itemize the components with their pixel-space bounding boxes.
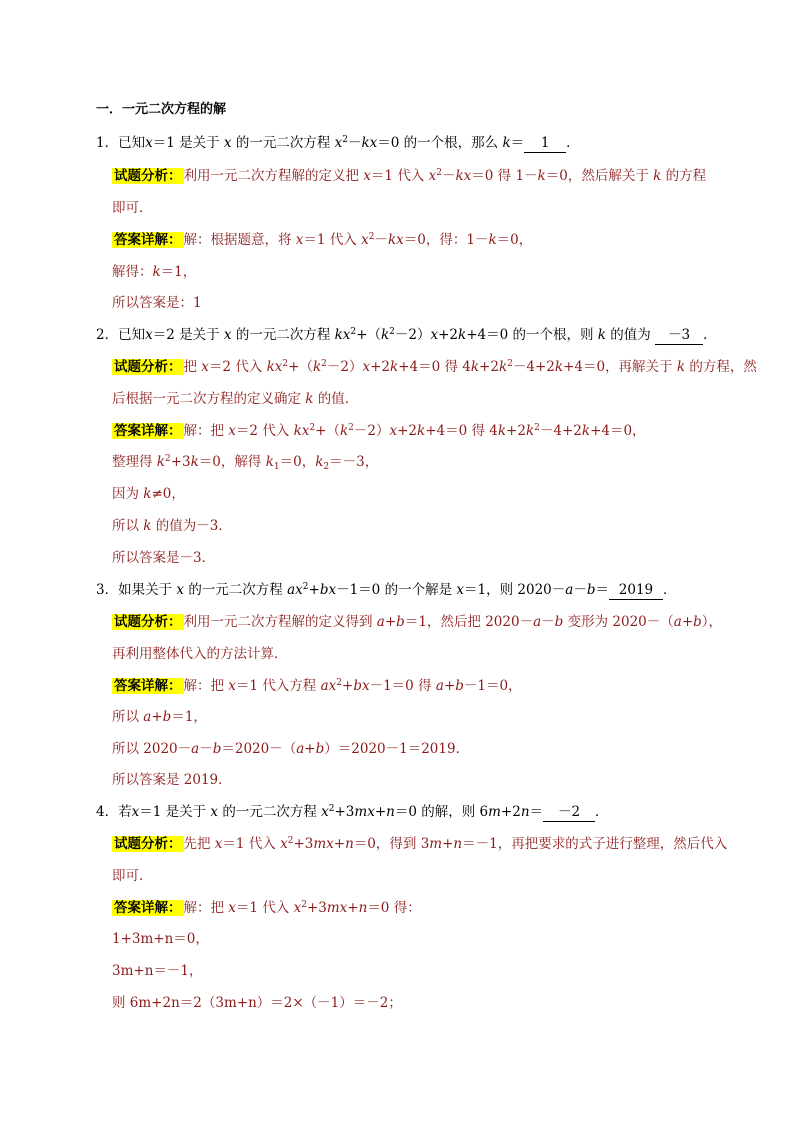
question-1-detail: 答案详解： 解：根据题意，将 x＝1 代入 $x^2-kx=0$，得：1－k＝0， — [114, 232, 533, 248]
question-1-stem: 1．已知x＝1 是关于 x 的一元二次方程 $x^2-kx=0$ 的一个根，那么 k＝ 1 ． — [96, 135, 580, 151]
question-4-analysis: 试题分析： 先把 x＝1 代入 $x^2+3mx+n=0$，得到 3m+n＝－1，再把要求的式子进行整理，然后代入 — [114, 836, 728, 852]
question-4-detail: 答案详解： 解：把 x＝1 代入 $x^2+3mx+n=0$ 得： — [114, 900, 421, 916]
question-1-analysis-cont: 即可． — [112, 200, 153, 216]
question-3-analysis: 试题分析： 利用一元二次方程解的定义得到 a+b＝1，然后把 2020－a－b 变形为 2020－（a+b）， — [114, 614, 723, 630]
question-2-detail: 答案详解： 解：把 x＝2 代入 $kx^2+(k^2-2)x+2k+4=0$ 得 $4k+2k^2-4+2k+4=0$， — [114, 423, 646, 439]
answer-label: 答案详解： — [114, 423, 182, 439]
analysis-label: 试题分析： — [114, 168, 182, 184]
question-4-detail-line-2: 1+3m+n＝0， — [112, 931, 209, 947]
question-2-detail-line-2: 整理得 $k^2+3k=0$，解得 $k_1=0$，$k_2=-3$， — [112, 454, 379, 472]
question-2-analysis: 试题分析： 把 x＝2 代入 $kx^2+(k^2-2)x+2k+4=0$ 得 $4k+2k^2-4+2k+4=0$，再解关于 k 的方程，然 — [114, 359, 757, 375]
analysis-label: 试题分析： — [114, 359, 182, 375]
question-4-answer-blank: －2 — [543, 803, 595, 822]
analysis-label: 试题分析： — [114, 836, 182, 852]
question-3-stem: 3．如果关于 x 的一元二次方程 $ax^2+bx-1=0$ 的一个解是 x＝1，则 2020－a－b＝ 2019 ． — [96, 582, 677, 598]
question-1-detail-line-2: 解得：k＝1， — [112, 264, 197, 280]
question-3-detail-line-3: 所以 2020－a－b＝2020－（a+b）＝2020－1＝2019． — [112, 741, 470, 757]
section-title: 一．一元二次方程的解 — [96, 102, 227, 117]
question-2-analysis-cont: 后根据一元二次方程的定义确定 k 的值． — [112, 391, 359, 407]
question-4-stem: 4．若x＝1 是关于 x 的一元二次方程 $x^2+3mx+n=0$ 的解，则 6m+2n＝ －2 ． — [96, 804, 609, 820]
question-1-analysis: 试题分析： 利用一元二次方程解的定义把 x＝1 代入 $x^2-kx=0$ 得 1－k＝0，然后解关于 k 的方程 — [114, 168, 707, 184]
question-3-detail: 答案详解： 解：把 x＝1 代入方程 $ax^2+bx-1=0$ 得 a+b－1＝0， — [114, 678, 522, 694]
question-3-analysis-cont: 再利用整体代入的方法计算． — [112, 646, 288, 662]
answer-label: 答案详解： — [114, 232, 182, 248]
question-2-detail-line-3: 因为 k≠0， — [112, 486, 185, 502]
question-2-detail-line-4: 所以 k 的值为－3． — [112, 518, 232, 534]
answer-label: 答案详解： — [114, 678, 182, 694]
question-3-detail-line-4: 所以答案是 2019． — [112, 772, 232, 788]
question-2-detail-line-5: 所以答案是－3． — [112, 550, 216, 566]
question-3-answer-blank: 2019 — [609, 581, 663, 600]
question-3-detail-line-2: 所以 a+b＝1， — [112, 709, 207, 725]
question-4-analysis-cont: 即可． — [112, 868, 153, 884]
answer-label: 答案详解： — [114, 900, 182, 916]
question-4-detail-line-4: 则 6m+2n＝2（3m+n）＝2×（－1）＝－2； — [112, 995, 402, 1011]
question-1-answer-blank: 1 — [524, 134, 566, 153]
question-2-answer-blank: －3 — [655, 326, 703, 345]
analysis-label: 试题分析： — [114, 614, 182, 630]
question-4-detail-line-3: 3m+n＝－1， — [112, 963, 203, 979]
question-1-detail-line-3: 所以答案是：1 — [112, 295, 202, 311]
question-2-stem: 2．已知x＝2 是关于 x 的一元二次方程 $kx^2+(k^2-2)x+2k+4=0$ 的一个根，则 k 的值为 －3 ． — [96, 327, 717, 343]
